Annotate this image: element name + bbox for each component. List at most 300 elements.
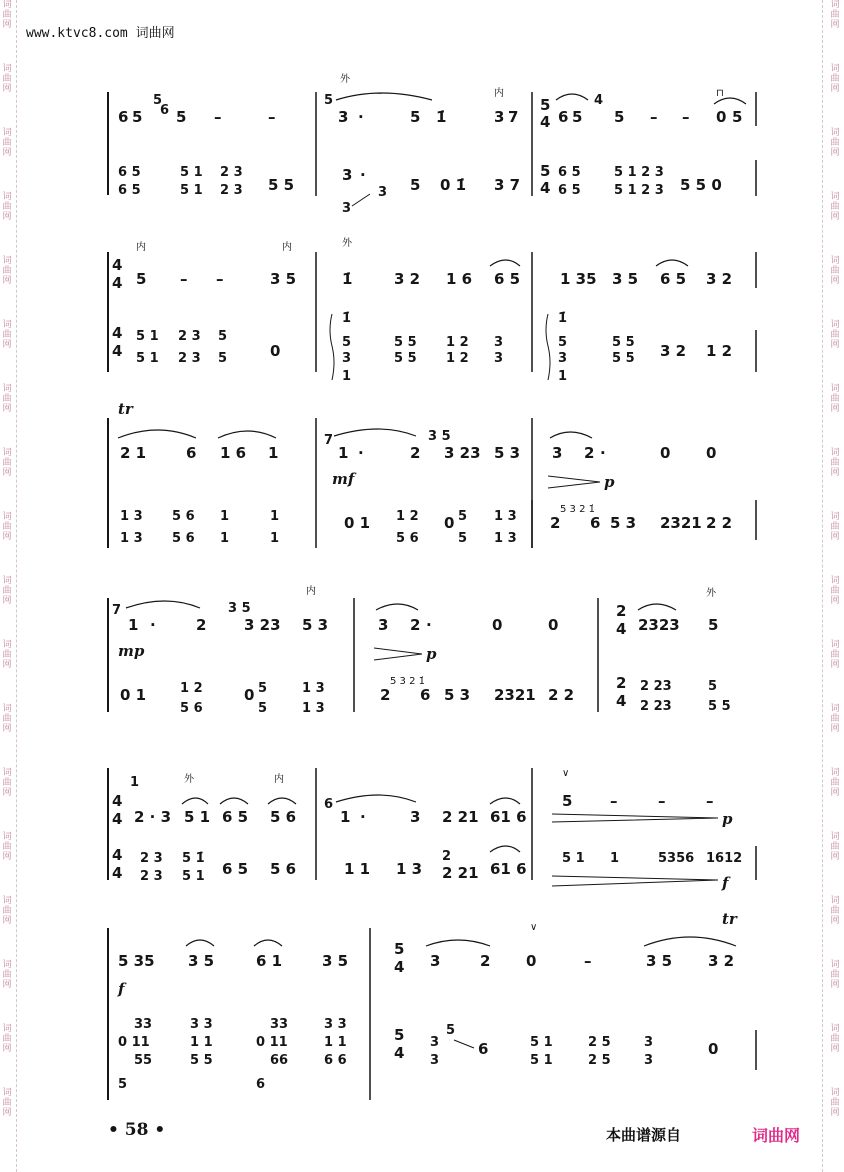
- note: 5: [136, 270, 147, 288]
- note: 5: [258, 701, 268, 716]
- time-sig-top: 5: [394, 940, 405, 958]
- note: 1 2: [446, 335, 469, 350]
- dynamic-f: f: [722, 874, 729, 892]
- source-label: 本曲谱源自: [606, 1126, 682, 1144]
- note: 2 3: [140, 869, 163, 884]
- note: 3 5: [612, 270, 639, 288]
- slur: [254, 940, 282, 946]
- watermark-char: 词: [830, 704, 840, 714]
- note: 2: [442, 849, 452, 864]
- time-sig-bottom: 4: [112, 342, 123, 360]
- slur: [550, 432, 592, 438]
- rest: 0: [708, 1040, 719, 1058]
- slur: [186, 940, 214, 946]
- watermark-char: 网: [830, 404, 840, 414]
- note: 2: [550, 514, 561, 532]
- note: 1̇: [558, 311, 568, 326]
- watermark-char: 网: [830, 340, 840, 350]
- dash: –: [658, 792, 666, 810]
- watermark-char: 曲: [2, 10, 12, 20]
- note: 55: [134, 1053, 153, 1068]
- note: 2 2: [548, 686, 575, 704]
- note: 1 2: [180, 681, 203, 696]
- dash: –: [584, 952, 592, 970]
- note: 2 1: [120, 444, 147, 462]
- note: 1: [342, 369, 352, 384]
- note: 5 3: [610, 514, 637, 532]
- note: 2: [480, 952, 491, 970]
- note: 1 3: [494, 509, 517, 524]
- watermark-char: 曲: [2, 266, 12, 276]
- grace-note: 3: [378, 185, 388, 200]
- watermark-char: 词: [830, 960, 840, 970]
- grace-note: 5: [324, 93, 334, 108]
- watermark-char: 词: [2, 640, 12, 650]
- note: 5 6: [270, 860, 297, 878]
- time-sig-top: 4: [112, 324, 123, 342]
- grace-note: 7: [112, 603, 122, 618]
- time-sig-bottom: 4: [112, 864, 123, 882]
- note: 5: [218, 351, 228, 366]
- watermark-char: 词: [2, 576, 12, 586]
- dynamic-mf: mf: [332, 470, 355, 488]
- watermark-char: 网: [2, 404, 12, 414]
- note: 3 2: [708, 952, 735, 970]
- note: 5 1: [180, 165, 203, 180]
- watermark-char: 词: [830, 256, 840, 266]
- slur: [638, 604, 676, 610]
- watermark-char: 网: [830, 532, 840, 542]
- watermark-char: 词: [830, 384, 840, 394]
- watermark-char: 词: [2, 512, 12, 522]
- watermark-char: 曲: [830, 394, 840, 404]
- note: 2: [410, 444, 421, 462]
- rest: 0: [244, 686, 255, 704]
- watermark-char: 词: [830, 0, 840, 10]
- note: 6: [186, 444, 197, 462]
- diminuendo: [548, 476, 600, 488]
- note: 1̇: [342, 311, 352, 326]
- note: 3 5: [646, 952, 673, 970]
- watermark-char: 曲: [830, 74, 840, 84]
- note: 2 21: [442, 808, 479, 826]
- grace-note: 5: [153, 93, 163, 108]
- note: 3 7: [494, 176, 521, 194]
- time-sig-bottom: 4: [112, 274, 123, 292]
- note: 3 2: [706, 270, 733, 288]
- grace-note: 4: [594, 93, 604, 108]
- technique-mark: 内: [136, 242, 146, 253]
- grace-note: 1: [130, 775, 140, 790]
- slur: [490, 260, 520, 266]
- time-sig-bottom: 4: [394, 1044, 405, 1062]
- watermark-char: 词: [2, 960, 12, 970]
- system-3: [118, 400, 756, 548]
- watermark-char: 词: [2, 320, 12, 330]
- watermark-char: 曲: [2, 394, 12, 404]
- note: 1 3: [396, 860, 423, 878]
- note: 6 5: [558, 183, 581, 198]
- note: 1: [128, 616, 139, 634]
- note: 5 1̇: [182, 851, 205, 866]
- note: 2323: [638, 616, 680, 634]
- watermark-char: 网: [830, 788, 840, 798]
- note: 5356: [658, 851, 695, 866]
- watermark-char: 曲: [830, 906, 840, 916]
- time-sig-top: 4: [112, 256, 123, 274]
- slur: [334, 429, 416, 436]
- watermark-char: 网: [2, 1044, 12, 1054]
- note: 3: [558, 351, 568, 366]
- watermark-char: 词: [830, 640, 840, 650]
- note: 5 5: [612, 351, 635, 366]
- accent-mark: ∨: [530, 922, 538, 933]
- note: 3 2: [660, 342, 687, 360]
- note: 5: [732, 108, 743, 126]
- note: 2 5: [588, 1053, 611, 1068]
- grace-run: 5 3 2 1̇: [560, 504, 595, 515]
- dot: ·: [360, 166, 366, 184]
- technique-mark: 内: [306, 586, 316, 597]
- note: 66: [270, 1053, 289, 1068]
- watermark-char: 网: [830, 20, 840, 30]
- time-sig-bottom: 4: [540, 179, 551, 197]
- note: 2 3: [220, 165, 243, 180]
- dot: ·: [358, 444, 364, 462]
- note: 5: [218, 329, 228, 344]
- watermark-char: 词: [2, 832, 12, 842]
- note: 3: [430, 1053, 440, 1068]
- watermark-char: 曲: [2, 970, 12, 980]
- site-url: www.ktvc8.com 词曲网: [26, 26, 175, 41]
- time-sig-top: 5: [540, 96, 551, 114]
- note: 6: [590, 514, 601, 532]
- watermark-char: 词: [830, 512, 840, 522]
- system-1: [118, 72, 756, 216]
- grace-note: 3: [342, 201, 352, 216]
- technique-mark: 内: [282, 242, 292, 253]
- note: 5 1: [184, 808, 211, 826]
- watermark-char: 网: [2, 148, 12, 158]
- watermark-char: 网: [830, 212, 840, 222]
- watermark-char: 词: [830, 448, 840, 458]
- rest: 0: [548, 616, 559, 634]
- watermark-char: 网: [830, 596, 840, 606]
- dot: ·: [150, 616, 156, 634]
- watermark-char: 网: [2, 660, 12, 670]
- watermark-char: 词: [2, 1088, 12, 1098]
- watermark-char: 曲: [830, 778, 840, 788]
- note: 3 5: [270, 270, 297, 288]
- dynamic-p: p: [604, 473, 615, 491]
- technique-mark: 外: [342, 238, 352, 249]
- dash: –: [650, 108, 658, 126]
- note: 1: [220, 509, 230, 524]
- time-sig-bottom: 4: [112, 810, 123, 828]
- note: 1 2: [446, 351, 469, 366]
- grace-note: 3 5: [428, 429, 451, 444]
- note: 6 5: [660, 270, 687, 288]
- diminuendo: [374, 648, 422, 660]
- watermark-char: 网: [830, 468, 840, 478]
- note: 1: [220, 531, 230, 546]
- note: 0 11: [118, 1035, 150, 1050]
- rest: 0: [492, 616, 503, 634]
- note: 6 5: [558, 165, 581, 180]
- note: 6 5: [222, 808, 249, 826]
- watermark-char: 网: [2, 340, 12, 350]
- dash: –: [214, 108, 222, 126]
- note: 1: [558, 369, 568, 384]
- note: 5 5: [612, 335, 635, 350]
- note: 2: [380, 686, 391, 704]
- note: 5 1 2 3: [614, 165, 664, 180]
- note: 3: [342, 351, 352, 366]
- note: 1 1: [190, 1035, 213, 1050]
- note: 0 1: [120, 686, 147, 704]
- watermark-char: 网: [830, 852, 840, 862]
- note: 3: [430, 952, 441, 970]
- note: 3: [644, 1035, 654, 1050]
- note: 5: [132, 108, 143, 126]
- note: 0 1: [344, 514, 371, 532]
- watermark-char: 词: [2, 704, 12, 714]
- note: 5 5 0: [680, 176, 722, 194]
- watermark-char: 曲: [830, 586, 840, 596]
- note: 5: [458, 509, 468, 524]
- system-5: [112, 768, 756, 892]
- note: 5 1: [530, 1053, 553, 1068]
- note: 1̇: [342, 270, 353, 288]
- note: 5: [562, 792, 573, 810]
- watermark-char: 网: [2, 916, 12, 926]
- technique-mark: 内: [274, 774, 284, 785]
- watermark-char: 词: [2, 768, 12, 778]
- trill-mark: tr: [722, 910, 737, 928]
- watermark-char: 曲: [830, 970, 840, 980]
- grace-note: 3 5: [228, 601, 251, 616]
- note: 2 3: [178, 329, 201, 344]
- note: 2 23: [640, 679, 672, 694]
- watermark-char: 词: [2, 128, 12, 138]
- note: 2 3: [140, 851, 163, 866]
- note: 5 3: [444, 686, 471, 704]
- watermark-char: 词: [830, 192, 840, 202]
- technique-mark: 外: [706, 588, 716, 599]
- note: 3: [378, 616, 389, 634]
- note: 2 2: [706, 514, 733, 532]
- watermark-char: 曲: [2, 778, 12, 788]
- note: 3: [342, 166, 353, 184]
- note: 5 1: [562, 851, 585, 866]
- watermark-char: 曲: [2, 650, 12, 660]
- note: 5: [258, 681, 268, 696]
- note: 1 2: [396, 509, 419, 524]
- note: 5: [458, 531, 468, 546]
- note: 6 6: [324, 1053, 347, 1068]
- rest: 0: [716, 108, 727, 126]
- trill-mark: tr: [118, 400, 133, 418]
- watermark-char: 网: [830, 1108, 840, 1118]
- note: 33: [270, 1017, 289, 1032]
- dash: –: [682, 108, 690, 126]
- note: 2 21: [442, 864, 479, 882]
- system-6: [117, 910, 756, 1100]
- note: 2: [584, 444, 595, 462]
- rest: 0: [444, 514, 455, 532]
- rest: 0: [706, 444, 717, 462]
- watermark-char: 词: [830, 768, 840, 778]
- watermark-char: 词: [830, 576, 840, 586]
- slur: [556, 94, 588, 100]
- glide: [454, 1040, 474, 1048]
- grace-note: 6: [324, 797, 334, 812]
- note: 5 1: [136, 329, 159, 344]
- slur: [268, 798, 296, 804]
- note: 2 3: [220, 183, 243, 198]
- note: 3 5: [322, 952, 349, 970]
- note: 5: [614, 108, 625, 126]
- note: 2 5: [588, 1035, 611, 1050]
- watermark-char: 词: [2, 0, 12, 10]
- grace-note: 5: [446, 1023, 456, 1038]
- watermark-char: 网: [2, 596, 12, 606]
- watermark-char: 网: [2, 980, 12, 990]
- watermark-char: 曲: [830, 458, 840, 468]
- watermark-char: 曲: [2, 842, 12, 852]
- brand-logo[interactable]: 词曲网: [752, 1126, 801, 1145]
- slur: [656, 260, 688, 266]
- note: 3: [494, 351, 504, 366]
- note: 0 1̇: [440, 176, 467, 194]
- note: 1 3: [494, 531, 517, 546]
- watermark-char: 曲: [2, 202, 12, 212]
- note: 1612: [706, 851, 743, 866]
- note: 3: [430, 1035, 440, 1050]
- grace-note: 7: [324, 433, 334, 448]
- technique-mark: 外: [340, 74, 350, 85]
- note: 5 5: [394, 351, 417, 366]
- note: 1 3: [120, 531, 143, 546]
- note: 5 1 2 3: [614, 183, 664, 198]
- time-sig-top: 2: [616, 602, 627, 620]
- watermark-char: 网: [2, 532, 12, 542]
- accent-mark: ∨: [562, 768, 570, 779]
- dot: ·: [600, 444, 606, 462]
- time-sig-top: 5: [394, 1026, 405, 1044]
- watermark-char: 网: [830, 980, 840, 990]
- arpeggio: [330, 314, 334, 380]
- note: 5: [708, 616, 719, 634]
- bow-mark: ⊓: [716, 88, 724, 99]
- watermark-char: 词: [830, 896, 840, 906]
- note: 1 3: [302, 701, 325, 716]
- note: 1 1: [344, 860, 371, 878]
- glide: [352, 194, 370, 206]
- slur: [126, 601, 200, 608]
- note: 5: [176, 108, 187, 126]
- note: 5 3: [494, 444, 521, 462]
- slur: [336, 93, 432, 100]
- slur: [426, 940, 490, 946]
- watermark-char: 词: [830, 832, 840, 842]
- watermark-char: 曲: [830, 202, 840, 212]
- note: 6 1: [256, 952, 283, 970]
- note: 1: [270, 531, 280, 546]
- time-sig-bottom: 4: [616, 692, 627, 710]
- note: 5: [342, 335, 352, 350]
- watermark-char: 曲: [2, 74, 12, 84]
- watermark-char: 网: [2, 852, 12, 862]
- diminuendo: [552, 814, 718, 822]
- slur: [376, 604, 418, 610]
- note: 2 · 3: [134, 808, 172, 826]
- note: 6 5: [118, 165, 141, 180]
- grace-note: 6: [160, 103, 170, 118]
- slur: [220, 798, 248, 804]
- note: 5 1: [530, 1035, 553, 1050]
- page-number: • 58 •: [108, 1120, 166, 1140]
- watermark-char: 词: [830, 128, 840, 138]
- note: 6: [118, 108, 129, 126]
- watermark-char: 曲: [2, 714, 12, 724]
- note: 6: [478, 1040, 489, 1058]
- crescendo: [552, 876, 718, 886]
- note: 5: [708, 679, 718, 694]
- note: 5 6: [396, 531, 419, 546]
- watermark-char: 曲: [2, 1034, 12, 1044]
- note: 1: [338, 444, 349, 462]
- slur: [644, 937, 736, 946]
- watermark-char: 词: [830, 320, 840, 330]
- time-sig-top: 2: [616, 674, 627, 692]
- watermark-char: 网: [2, 468, 12, 478]
- watermark-char: 词: [2, 896, 12, 906]
- dynamic-f: f: [118, 980, 125, 998]
- dash: –: [216, 270, 224, 288]
- dash: –: [268, 108, 276, 126]
- note: 2 23: [640, 699, 672, 714]
- system-2: [112, 236, 756, 384]
- watermark-char: 网: [830, 276, 840, 286]
- note: 1: [610, 851, 620, 866]
- note: 3 3: [190, 1017, 213, 1032]
- watermark-char: 曲: [830, 650, 840, 660]
- note: 5 35: [118, 952, 155, 970]
- note: 5: [410, 176, 421, 194]
- note: 1 3: [302, 681, 325, 696]
- note: 0: [526, 952, 537, 970]
- dash: –: [180, 270, 188, 288]
- watermark-char: 网: [2, 788, 12, 798]
- note: 3: [552, 444, 563, 462]
- note: 3 2: [394, 270, 421, 288]
- note: 6 5: [118, 183, 141, 198]
- note: 2: [410, 616, 421, 634]
- note: 2321: [660, 514, 702, 532]
- watermark-char: 曲: [830, 1034, 840, 1044]
- slur: [118, 430, 196, 438]
- grace-run: 5 3 2 1̇: [390, 676, 425, 687]
- watermark-char: 词: [830, 64, 840, 74]
- note: 1 1: [324, 1035, 347, 1050]
- note: 6: [558, 108, 569, 126]
- dot: ·: [426, 616, 432, 634]
- dynamic-p: p: [426, 645, 437, 663]
- note: 2321: [494, 686, 536, 704]
- time-sig-top: 4: [112, 846, 123, 864]
- note: 5 6: [172, 531, 195, 546]
